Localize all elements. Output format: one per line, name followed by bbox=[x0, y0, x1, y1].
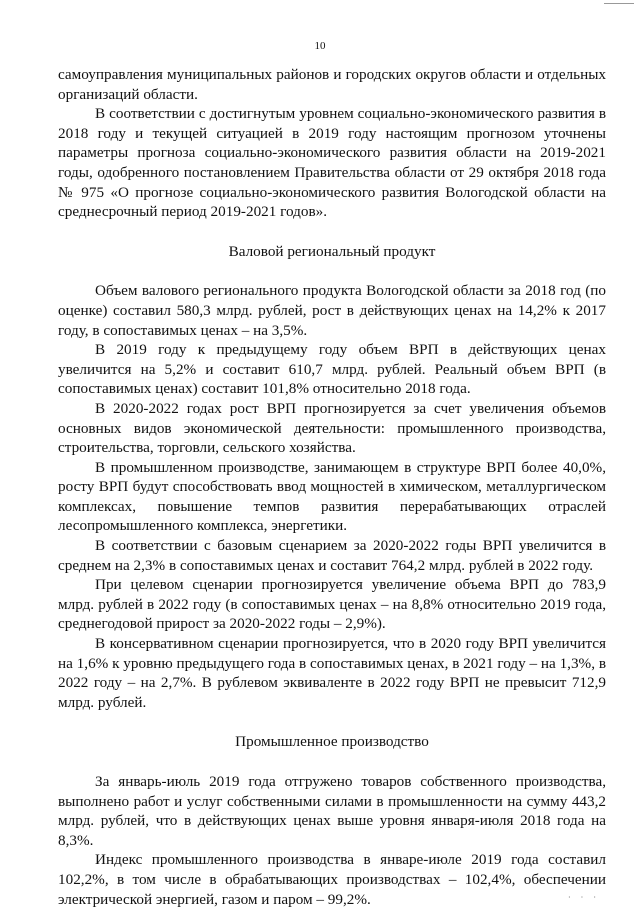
grp-paragraph-6: При целевом сценарии прогнозируется увеличение объема ВРП до 783,9 млрд. рублей в 2022 году (в сопоставимых ценах – на 8,8% относительно 2019 года, среднегодовой прирост за 2020-2022 годы – 2,9%). bbox=[58, 576, 606, 633]
grp-paragraph-5: В соответствии с базовым сценарием за 2020-2022 годы ВРП увеличится в среднем на 2,3% в сопоставимых ценах и составит 764,2 млрд. рублей в 2022 году. bbox=[58, 537, 606, 574]
grp-paragraph-3: В 2020-2022 годах рост ВРП прогнозируется за счет увеличения объемов основных видов экономической деятельности: промышленного производства, строительства, торговли, сельского хозяйства. bbox=[58, 399, 606, 457]
grp-paragraph-2: В 2019 году к предыдущему году объем ВРП в действующих ценах увеличится на 5,2% и составит 610,7 млрд. рублей. Реальный объем ВРП (в сопоставимых ценах) составит 101,8% относительно 2018 года. bbox=[58, 341, 606, 398]
grp-paragraph-4: В промышленном производстве, занимающем в структуре ВРП более 40,0%, росту ВРП будут способствовать ввод мощностей в химическом, металлургическом комплексах, повышение темпов развития перерабатывающих отраслей лесопромышленного комплекса, энергетики. bbox=[58, 458, 606, 535]
document-body bbox=[58, 65, 606, 909]
section-title-grp: Валовой региональный продукт bbox=[228, 242, 436, 260]
intro-continuation: самоуправления муниципальных районов и городских округов области и отдельных организаций области. bbox=[58, 66, 606, 103]
industry-paragraph-1: За январь-июль 2019 года отгружено товаров собственного производства, выполнено работ и услуг собственными силами в промышленности на сумму 443,2 млрд. рублей, что в действующих ценах выше уровня января-июля 2018 года на 8,3%. bbox=[58, 773, 606, 849]
intro-forecast-paragraph: В соответствии с достигнутым уровнем социально-экономического развития в 2018 году и текущей ситуацией в 2019 году настоящим прогнозом уточнены параметры прогноза социально-экономического развития области на 2019-2021 годы, одобренного постановлением Правительства области от 29 октября 2018 года № 975 «О прогнозе социально-экономического развития Вологодской области на среднесрочный период 2019-2021 годов». bbox=[58, 105, 606, 221]
page-number: 10 bbox=[314, 40, 326, 52]
scan-corner-marks: · · · bbox=[568, 893, 600, 902]
grp-paragraph-1: Объем валового регионального продукта Вологодской области за 2018 год (по оценке) составил 580,3 млрд. рублей, рост в действующих ценах на 14,2% к 2017 году, в сопоставимых ценах – на 3,5%. bbox=[58, 282, 606, 339]
industry-paragraph-2: Индекс промышленного производства в январе-июле 2019 года составил 102,2%, в том числе в обрабатывающих производствах – 102,4%, обеспечении электрической энергией, газом и паром – 99,2%. bbox=[58, 851, 606, 908]
section-title-industry: Промышленное производство bbox=[235, 733, 429, 751]
grp-paragraph-7: В консервативном сценарии прогнозируется, что в 2020 году ВРП увеличится на 1,6% к уровню предыдущего года в сопоставимых ценах, в 2021 году – на 1,3%, в 2022 году – на 2,7%. В рублевом эквиваленте в 2022 году ВРП не превысит 712,9 млрд. рублей. bbox=[58, 635, 606, 711]
scan-edge-mark bbox=[604, 0, 634, 4]
